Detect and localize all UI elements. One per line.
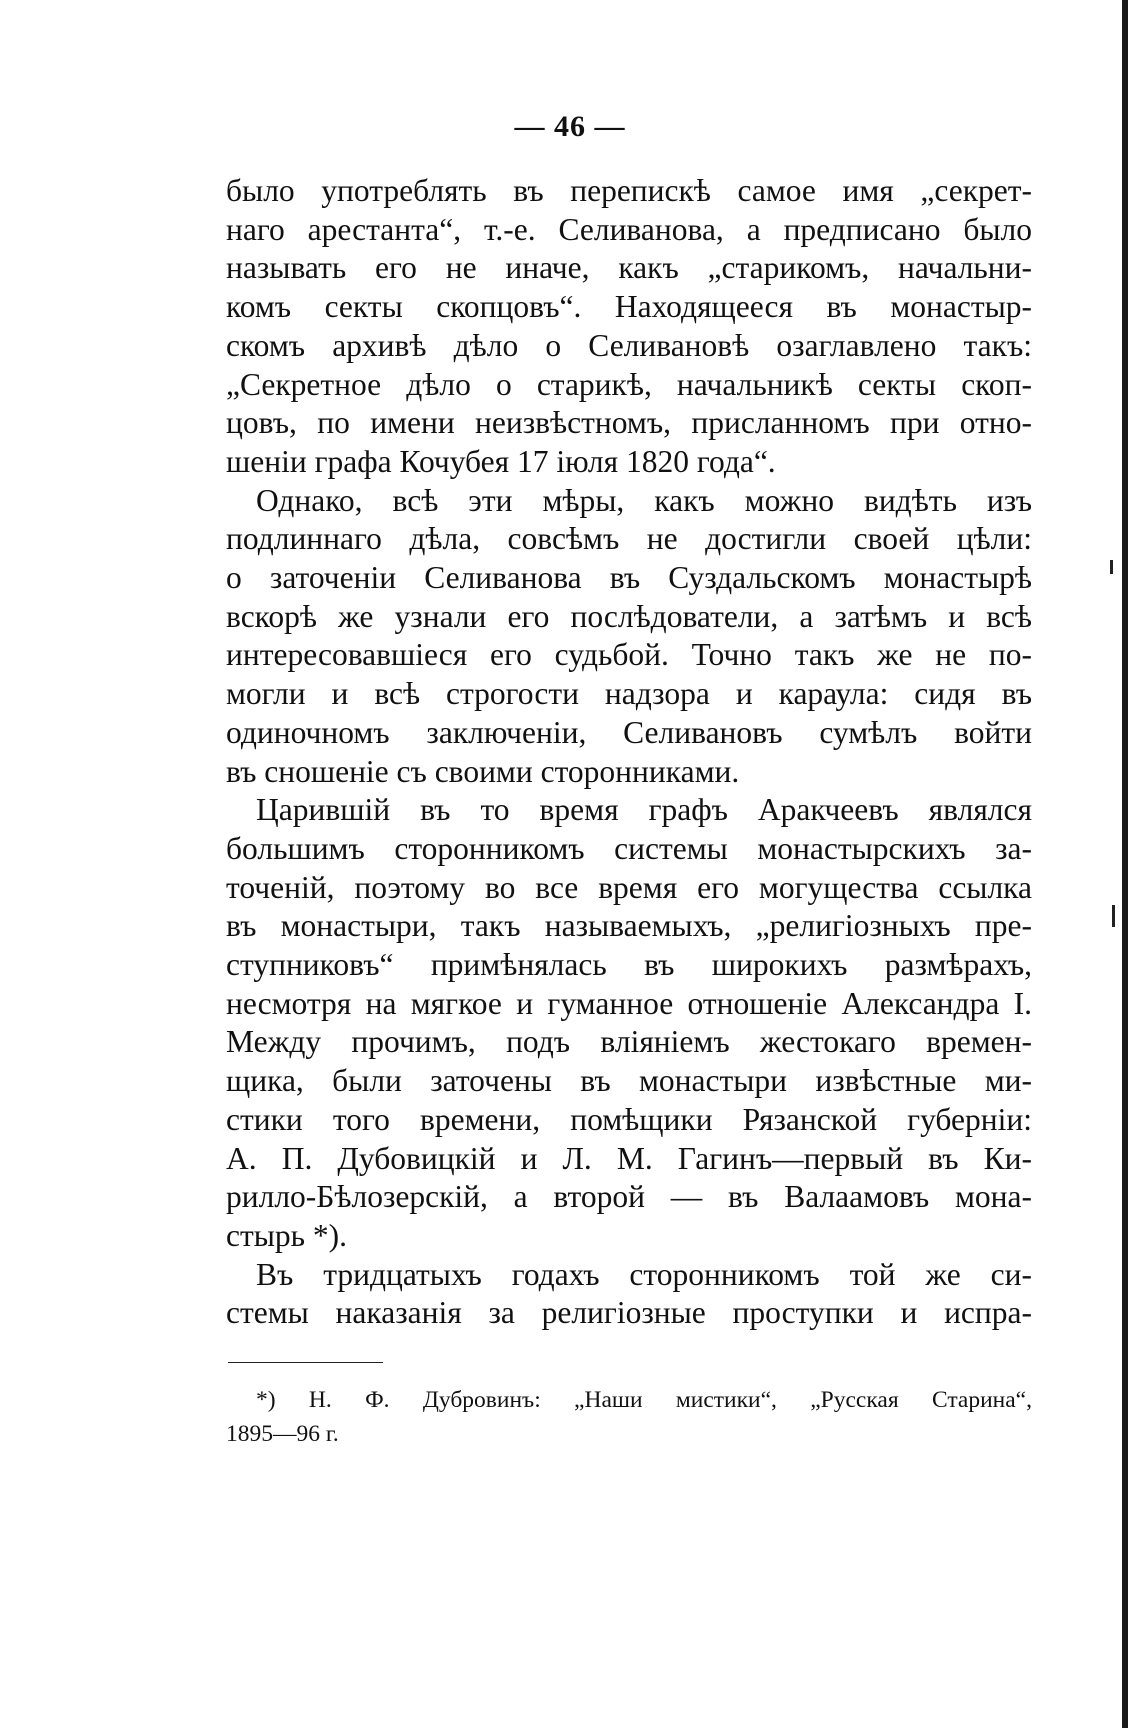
text-line: называть его не иначе, какъ „старикомъ, начальни- xyxy=(226,250,1032,286)
text-line: скомъ архивѣ дѣло о Селивановѣ озаглавлено такъ: xyxy=(226,327,1032,363)
text-line: цовъ, по имени неизвѣстномъ, присланномъ при отно- xyxy=(226,405,1032,441)
text-line: Однако, всѣ эти мѣры, какъ можно видѣть изъ xyxy=(256,482,1032,518)
text-line: наго арестанта“, т.-е. Селиванова, а предписано было xyxy=(226,211,1032,247)
text-line: ступниковъ“ примѣнялась въ широкихъ размѣрахъ, xyxy=(226,947,1032,983)
text-line: комъ секты скопцовъ“. Находящееся въ монастыр- xyxy=(226,289,1032,325)
paragraph-3 xyxy=(226,791,1032,1255)
text-line: Между прочимъ, подъ вліяніемъ жестокаго времен- xyxy=(226,1024,1032,1060)
paragraph-1 xyxy=(226,172,1032,482)
text-line: въ сношеніе съ своими сторонниками. xyxy=(226,753,740,789)
paragraph-2 xyxy=(226,482,1032,792)
page-number: — 46 — xyxy=(514,110,626,143)
text-line: стемы наказанія за религіозные проступки и испра- xyxy=(226,1295,1032,1331)
page-edge-mark xyxy=(1110,560,1113,574)
page-edge-shadow xyxy=(1122,0,1128,1728)
text-line: большимъ сторонникомъ системы монастырскихъ за- xyxy=(226,830,1032,866)
footnote-divider xyxy=(228,1362,383,1363)
text-line: „Секретное дѣло о старикѣ, начальникѣ секты скоп- xyxy=(226,366,1032,402)
text-line: было употреблять въ перепискѣ самое имя „секрет- xyxy=(226,173,1032,208)
text-line: одиночномъ заключеніи, Селивановъ сумѣлъ войти xyxy=(226,714,1032,750)
text-line: щика, были заточены въ монастыри извѣстные ми- xyxy=(226,1063,1032,1099)
text-line: точеній, поэтому во все время его могущества ссылка xyxy=(226,869,1032,905)
footnote-line: *) Н. Ф. Дубровинъ: „Наши мистики“, „Русская Старина“, xyxy=(256,1387,1032,1413)
text-line: о заточеніи Селиванова въ Суздальскомъ монастырѣ xyxy=(226,560,1032,596)
main-text xyxy=(226,172,1032,1333)
text-line: шеніи графа Кочубея 17 іюля 1820 года“. xyxy=(226,443,776,479)
text-line: рилло-Бѣлозерскій, а второй — въ Валаамовъ мона- xyxy=(226,1179,1032,1215)
text-line: стики того времени, помѣщики Рязанской губерніи: xyxy=(226,1101,1032,1137)
text-line: А. П. Дубовицкій и Л. М. Гагинъ—первый въ Ки- xyxy=(226,1140,1032,1176)
text-line: несмотря на мягкое и гуманное отношеніе Александра I. xyxy=(226,985,1032,1021)
text-line: подлиннаго дѣла, совсѣмъ не достигли своей цѣли: xyxy=(226,521,1032,557)
footnote-line: 1895—96 г. xyxy=(226,1421,339,1447)
text-line: вскорѣ же узнали его послѣдователи, а затѣмъ и всѣ xyxy=(226,598,1032,634)
text-line: Царившій въ то время графъ Аракчеевъ являлся xyxy=(256,792,1032,828)
text-line: стырь *). xyxy=(226,1217,348,1253)
page-edge-mark xyxy=(1112,905,1115,927)
footnote xyxy=(226,1383,1032,1451)
text-line: интересовавшіеся его судьбой. Точно такъ же не по- xyxy=(226,637,1032,673)
text-line: въ монастыри, такъ называемыхъ, „религіозныхъ пре- xyxy=(226,908,1032,944)
text-line: Въ тридцатыхъ годахъ сторонникомъ той же си- xyxy=(256,1256,1032,1292)
paragraph-4 xyxy=(226,1256,1032,1333)
text-line: могли и всѣ строгости надзора и караула: сидя въ xyxy=(226,676,1032,712)
